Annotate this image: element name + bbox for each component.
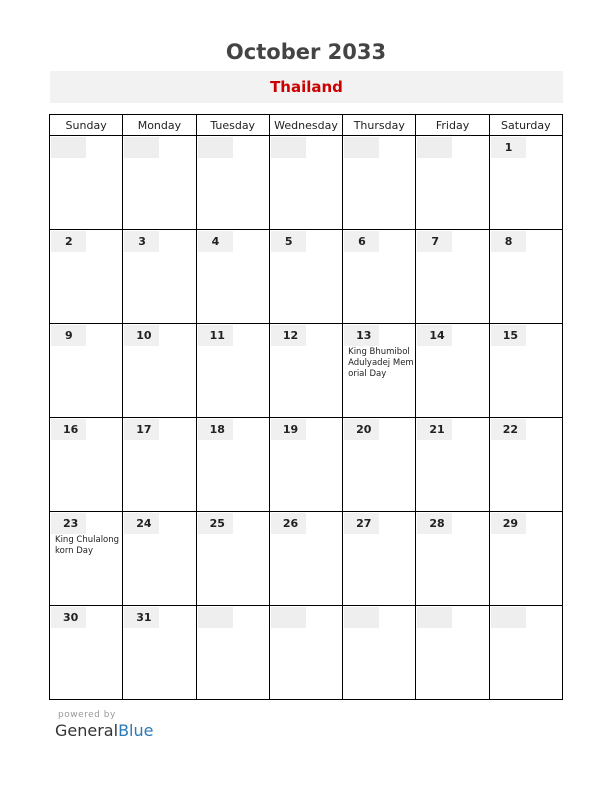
- day-number-box: [51, 325, 86, 346]
- weekday-wednesday: Wednesday: [269, 115, 342, 136]
- day-number-box: [344, 607, 379, 628]
- day-cell: [123, 418, 196, 512]
- day-cell: [416, 606, 489, 700]
- day-number-box: [417, 231, 452, 252]
- day-cell: [489, 512, 562, 606]
- day-number: 25: [209, 517, 225, 530]
- day-number: 12: [282, 329, 299, 342]
- day-cell: [489, 418, 562, 512]
- day-cell: [196, 512, 269, 606]
- day-number: 29: [502, 517, 518, 530]
- day-cell: [489, 606, 562, 700]
- day-number-box: [124, 231, 159, 252]
- day-number: 26: [282, 517, 299, 530]
- day-cell: [416, 136, 489, 230]
- day-number-box: [198, 607, 233, 628]
- day-cell: [123, 606, 196, 700]
- day-number-box: [344, 231, 379, 252]
- weekday-saturday: Saturday: [489, 115, 562, 136]
- day-number: 14: [429, 329, 445, 342]
- calendar-grid: [49, 114, 563, 700]
- day-number-box: [344, 137, 379, 158]
- day-number: 30: [63, 611, 79, 624]
- day-cell: [50, 324, 123, 418]
- day-number: 4: [211, 235, 220, 248]
- day-cell: [343, 324, 416, 418]
- day-number-box: [51, 231, 86, 252]
- day-number: 9: [65, 329, 73, 342]
- day-number-box: [124, 607, 159, 628]
- day-number-box: [491, 137, 526, 158]
- day-number-box: [198, 419, 233, 440]
- weekday-sunday: Sunday: [50, 115, 123, 136]
- day-cell: [343, 512, 416, 606]
- day-cell: [123, 512, 196, 606]
- day-cell: [489, 136, 562, 230]
- day-cell: [343, 606, 416, 700]
- day-cell: [269, 418, 342, 512]
- day-number-box: [491, 231, 526, 252]
- day-number: 24: [136, 517, 152, 530]
- day-number-box: [124, 137, 159, 158]
- brand-logo[interactable]: [55, 721, 153, 740]
- day-cell: [269, 230, 342, 324]
- day-number: 6: [358, 235, 366, 248]
- day-number: 7: [431, 235, 440, 248]
- week-row: [50, 136, 563, 230]
- day-cell: [269, 606, 342, 700]
- day-cell: [196, 136, 269, 230]
- day-cell: [489, 324, 562, 418]
- day-number-box: [271, 231, 306, 252]
- day-number-box: [417, 137, 452, 158]
- day-cell: [196, 606, 269, 700]
- day-cell: [416, 324, 489, 418]
- day-number: 28: [429, 517, 445, 530]
- day-cell: [123, 324, 196, 418]
- day-cell: [343, 136, 416, 230]
- day-number-box: [417, 607, 452, 628]
- day-number: 27: [356, 517, 372, 530]
- day-cell: [50, 512, 123, 606]
- day-number: 11: [209, 329, 225, 342]
- day-cell: [196, 230, 269, 324]
- day-number: 3: [138, 235, 146, 248]
- day-number-box: [124, 513, 159, 534]
- day-number: 1: [504, 141, 513, 154]
- day-number: 16: [63, 423, 79, 436]
- day-cell: [123, 136, 196, 230]
- day-cell: [416, 230, 489, 324]
- day-cell: [489, 230, 562, 324]
- day-cell: [416, 418, 489, 512]
- week-row: [50, 418, 563, 512]
- brand-general: General: [55, 721, 119, 740]
- day-number: 13: [356, 329, 372, 342]
- day-cell: [123, 230, 196, 324]
- day-number-box: [491, 513, 526, 534]
- holiday-label: King Chulalongkorn Day: [55, 535, 120, 556]
- weekday-thursday: Thursday: [343, 115, 416, 136]
- weekday-tuesday: Tuesday: [196, 115, 269, 136]
- day-number: 17: [136, 423, 152, 436]
- day-number-box: [271, 325, 306, 346]
- day-number-box: [198, 137, 233, 158]
- day-cell: [343, 418, 416, 512]
- day-number: 22: [502, 423, 518, 436]
- day-number-box: [491, 419, 526, 440]
- day-number-box: [344, 513, 379, 534]
- day-number-box: [198, 513, 233, 534]
- day-number-box: [491, 607, 526, 628]
- day-number-box: [198, 231, 233, 252]
- weekday-friday: Friday: [416, 115, 489, 136]
- day-cell: [269, 324, 342, 418]
- day-cell: [416, 512, 489, 606]
- day-number-box: [271, 513, 306, 534]
- day-number: 10: [136, 329, 152, 342]
- day-number: 23: [63, 517, 79, 530]
- weekday-monday: Monday: [123, 115, 196, 136]
- day-number-box: [344, 419, 379, 440]
- brand-blue: Blue: [118, 721, 154, 740]
- day-number-box: [271, 607, 306, 628]
- day-number-box: [51, 513, 86, 534]
- day-number: 18: [209, 423, 225, 436]
- day-cell: [50, 230, 123, 324]
- day-number-box: [51, 137, 86, 158]
- day-number-box: [271, 137, 306, 158]
- day-number: 31: [136, 611, 152, 624]
- weekday-header-row: [50, 115, 563, 136]
- page-title: October 2033: [225, 40, 387, 64]
- week-row: [50, 606, 563, 700]
- powered-by-text: powered by: [58, 710, 116, 720]
- day-number: 2: [65, 235, 73, 248]
- day-cell: [343, 230, 416, 324]
- day-number: 20: [356, 423, 372, 436]
- day-cell: [196, 324, 269, 418]
- week-row: [50, 512, 563, 606]
- day-number-box: [51, 607, 86, 628]
- country-name: Thailand: [270, 78, 343, 96]
- day-number-box: [271, 419, 306, 440]
- day-cell: [50, 418, 123, 512]
- day-number-box: [417, 419, 452, 440]
- day-number: 8: [504, 235, 513, 248]
- day-cell: [50, 136, 123, 230]
- day-number: 5: [284, 235, 293, 248]
- day-number: 15: [502, 329, 518, 342]
- day-number: 19: [282, 423, 299, 436]
- holiday-label: King Bhumibol Adulyadej Memorial Day: [348, 347, 414, 379]
- day-number-box: [124, 419, 159, 440]
- day-cell: [269, 512, 342, 606]
- day-number-box: [344, 325, 379, 346]
- day-number-box: [417, 325, 452, 346]
- day-number-box: [491, 325, 526, 346]
- day-cell: [269, 136, 342, 230]
- day-number-box: [198, 325, 233, 346]
- day-number: 21: [429, 423, 445, 436]
- day-cell: [50, 606, 123, 700]
- week-row: [50, 324, 563, 418]
- week-row: [50, 230, 563, 324]
- day-number-box: [51, 419, 86, 440]
- day-cell: [196, 418, 269, 512]
- country-banner: [50, 71, 563, 103]
- day-number-box: [417, 513, 452, 534]
- day-number-box: [124, 325, 159, 346]
